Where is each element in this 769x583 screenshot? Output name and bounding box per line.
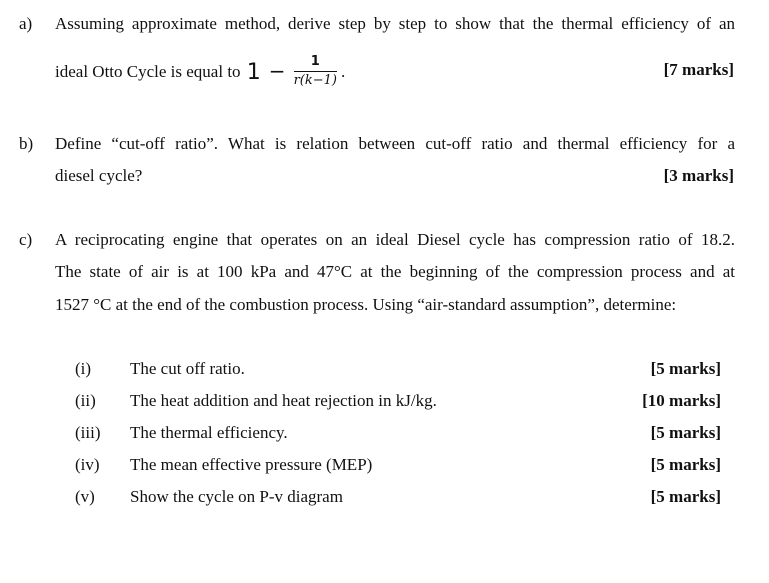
formula-one: 1 (246, 59, 261, 85)
question-a-marks: [7 marks] (663, 60, 734, 79)
question-c-line2: The state of air is at 100 kPa and 47°C at the beginning of the compression process and at (55, 262, 735, 281)
item-v-text: Show the cycle on P-v diagram (130, 487, 343, 506)
question-c-line1: A reciprocating engine that operates on an ideal Diesel cycle has compression ratio of 18.2. (55, 230, 735, 249)
formula-fraction (294, 54, 337, 88)
question-a-line2 (55, 56, 345, 90)
item-iii-marks: [5 marks] (650, 423, 721, 442)
item-v-marks: [5 marks] (650, 487, 721, 506)
question-c-line3: 1527 °C at the end of the combustion process. Using “air-standard assumption”, determine: (55, 295, 677, 314)
item-iv-marks: [5 marks] (650, 455, 721, 474)
formula-denominator: r(k−1) (293, 73, 337, 88)
item-i-roman: (i) (75, 359, 92, 378)
item-ii-roman: (ii) (75, 391, 96, 410)
item-i-marks: [5 marks] (650, 359, 721, 378)
question-b-label: b) (19, 134, 34, 153)
item-v-roman: (v) (75, 487, 95, 506)
question-a-line1: Assuming approximate method, derive step by step to show that the thermal efficiency of an (55, 14, 735, 33)
item-iv-roman: (iv) (75, 455, 100, 474)
question-b-line2: diesel cycle? (55, 166, 143, 185)
item-ii-text: The heat addition and heat rejection in kJ/kg. (130, 391, 437, 410)
question-b-line1: Define “cut-off ratio”. What is relation between cut-off ratio and thermal efficiency for a (55, 134, 735, 153)
formula-end: . (340, 61, 346, 81)
item-iii-text: The thermal efficiency. (130, 423, 288, 442)
formula-minus: − (268, 58, 286, 83)
item-ii-marks: [10 marks] (642, 391, 721, 410)
question-c-label: c) (19, 230, 33, 249)
formula-numerator: 1 (294, 54, 337, 72)
question-b-marks: [3 marks] (663, 166, 734, 185)
question-a-line2-text: ideal Otto Cycle is equal to (55, 61, 241, 81)
question-a-label: a) (19, 14, 33, 33)
item-iv-text: The mean effective pressure (MEP) (130, 455, 373, 474)
item-i-text: The cut off ratio. (130, 359, 245, 378)
item-iii-roman: (iii) (75, 423, 101, 442)
